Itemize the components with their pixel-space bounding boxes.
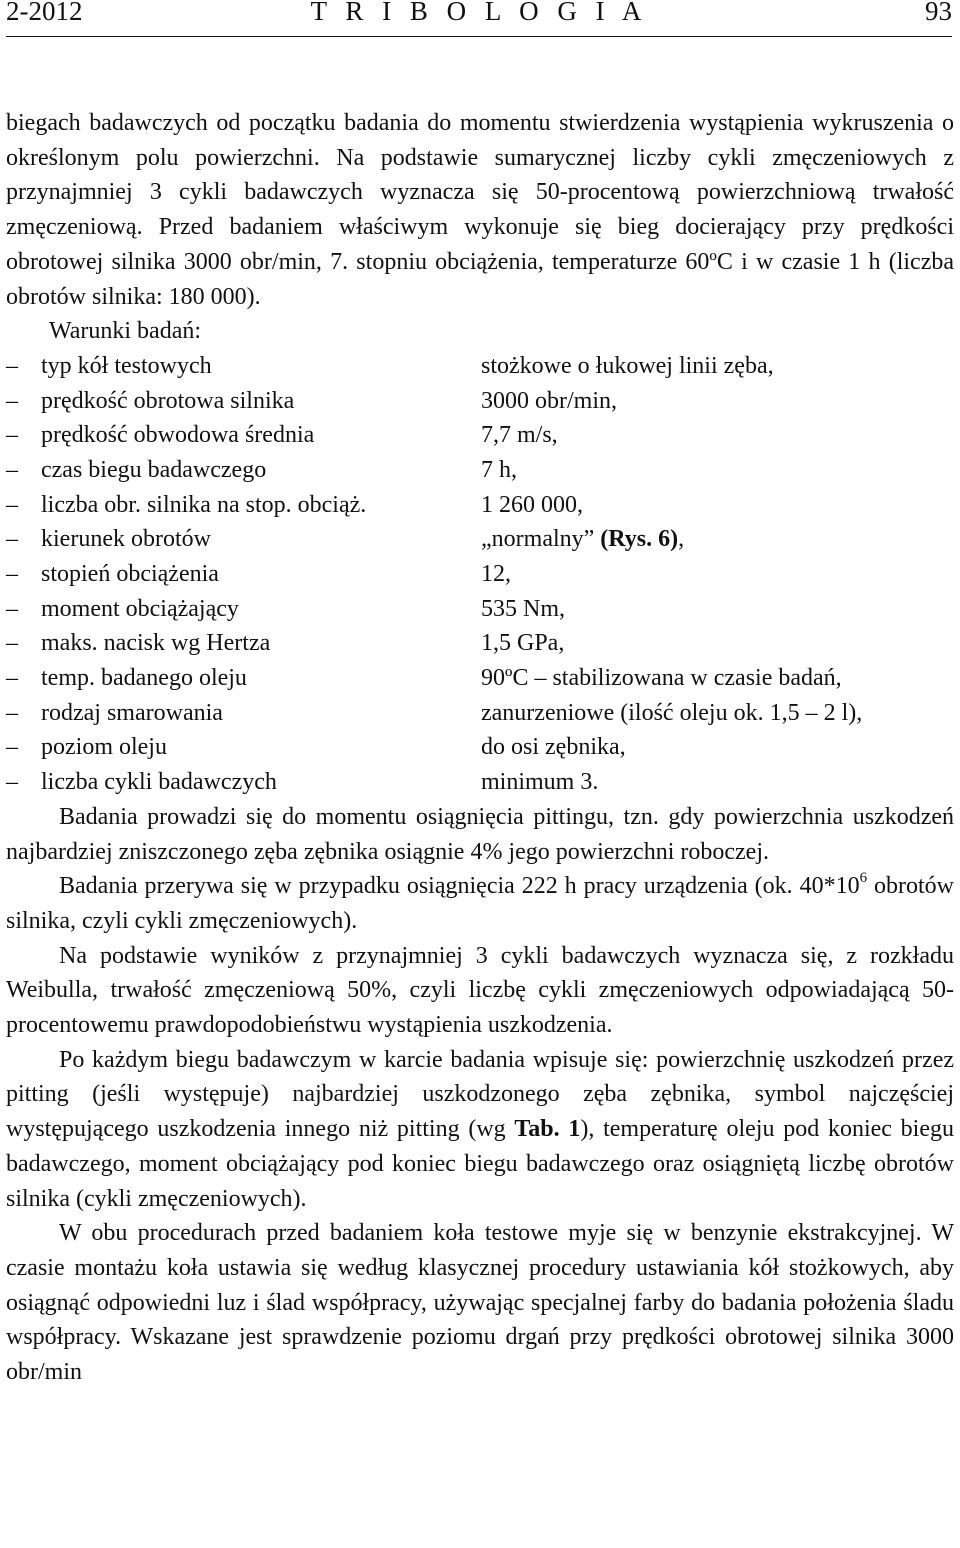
condition-value-text: do osi zębnika, [481,734,626,761]
condition-value [481,696,954,731]
condition-value [481,522,954,557]
condition-row [6,488,954,523]
table-reference: Tab. 1 [514,1116,581,1143]
condition-value-text: minimum 3. [481,769,599,796]
condition-label: stopień obciążenia [41,561,219,588]
condition-dash: – [6,595,18,622]
condition-label: typ kół testowych [41,352,212,379]
figure-reference: (Rys. 6) [600,526,679,553]
condition-dash: – [6,665,18,692]
condition-label: maks. nacisk wg Hertza [41,630,271,657]
condition-value-text: „normalny” [481,526,601,553]
condition-dash: – [6,734,18,761]
condition-value-end: , [678,526,685,553]
condition-row [6,626,954,661]
page-body [6,106,954,1390]
condition-row [6,418,954,453]
condition-value-text: 12, [481,561,511,588]
condition-value-text: 3000 obr/min, [481,387,617,414]
condition-dash: – [6,422,18,449]
condition-dash: – [6,387,18,414]
condition-dash: – [6,526,18,553]
paragraph-pitting: Badania prowadzi się do momentu osiągnięcia pittingu, tzn. gdy powierzchnia uszkodzeń najbardziej zniszczonego zęba zębnika osiągnie 4% jego powierzchni roboczej. [6,803,954,865]
condition-row [6,661,954,696]
condition-row [6,522,954,557]
conditions-list [6,349,954,800]
condition-value [481,626,954,661]
condition-dash: – [6,769,18,796]
condition-dash: – [6,561,18,588]
page-number: 93 [925,0,952,26]
condition-value [481,592,954,627]
condition-dash: – [6,491,18,518]
condition-label: rodzaj smarowania [41,699,223,726]
condition-dash: – [6,699,18,726]
condition-value-text: 1 260 000, [481,491,583,518]
conditions-title: Warunki badań: [49,318,202,345]
condition-label: temp. badanego oleju [41,665,247,692]
condition-label: prędkość obwodowa średnia [41,422,315,449]
condition-value-text: stożkowe o łukowej linii zęba, [481,352,774,379]
condition-dash: – [6,630,18,657]
condition-value-text: zanurzeniowe (ilość oleju ok. 1,5 – 2 l), [481,699,863,726]
condition-value-text: 535 Nm, [481,595,565,622]
exponent: 6 [859,870,868,887]
paragraph-test-card [6,1043,954,1217]
paragraph-interruption [6,869,954,938]
condition-label: czas biegu badawczego [41,456,267,483]
paragraph-intro: biegach badawczych od początku badania do momentu stwierdzenia wystąpienia wykruszenia o określonym polu powierzchni. Na podstawie sumarycznej liczby cykli zmęczeniowych z przynajmniej 3 cykli badawczych wyznacza się 50-procentową powierzchniową trwałość zmęczeniową. Przed badaniem właściwym wykonuje się bieg docierający przy prędkości obrotowej silnika 3000 obr/min, 7. stopniu obciążenia, temperaturze 60ºC i w czasie 1 h (liczba obrotów silnika: 180 000). [6,110,954,310]
condition-label: moment obciążający [41,595,239,622]
issue-number: 2-2012 [6,0,83,26]
paragraph-interruption-text: Badania przerywa się w przypadku osiągnięcia 222 h pracy urządzenia (ok. 40*10 [59,873,860,900]
condition-row [6,453,954,488]
journal-title: T R I B O L O G I A [310,0,648,26]
condition-row [6,730,954,765]
condition-value [481,557,954,592]
paragraph-procedures: W obu procedurach przed badaniem koła testowe myje się w benzynie ekstrakcyjnej. W czasie montażu koła ustawia się według klasycznej procedury ustawiania kół stożkowych, aby osiągnąć odpowiedni luz i ślad współpracy, używając specjalnej farby do badania położenia śladu współpracy. Wskazane jest sprawdzenie poziomu drgań przy prędkości obrotowej silnika 3000 obr/min [6,1220,954,1386]
condition-value [481,453,954,488]
condition-label: poziom oleju [41,734,167,761]
condition-label: prędkość obrotowa silnika [41,387,295,414]
paragraph-weibull: Na podstawie wyników z przynajmniej 3 cykli badawczych wyznacza się, z rozkładu Weibulla, trwałość zmęczeniową 50%, czyli liczbę cykli zmęczeniowych odpowiadającą 50-procentowemu prawdopodobieństwu wystąpienia uszkodzenia. [6,942,954,1039]
paragraph-test-card-end: ), temperaturę oleju pod koniec biegu badawczego, moment obciążający pod koniec biegu badawczego oraz osiągniętą liczbę obrotów silnika (cykli zmęczeniowych). [6,1116,955,1212]
condition-value-text: 1,5 GPa, [481,630,565,657]
condition-value [481,488,954,523]
condition-value [481,765,954,800]
condition-value [481,384,954,419]
condition-row [6,557,954,592]
condition-row [6,696,954,731]
condition-row [6,384,954,419]
condition-value-text: 7 h, [481,456,517,483]
running-header [6,0,952,37]
condition-value [481,418,954,453]
condition-row [6,765,954,800]
condition-label: liczba obr. silnika na stop. obciąż. [41,491,367,518]
condition-value [481,730,954,765]
paragraph-test-card-text: Po każdym biegu badawczym w karcie badania wpisuje się: powierzchnię uszkodzeń przez pitting (jeśli występuje) najbardziej uszkodzonego zęba zębnika, symbol najczęściej występującego uszkodzenia innego niż pitting (wg [6,1046,954,1143]
condition-value [481,661,954,696]
paragraph-interruption-end: obrotów silnika, czyli cykli zmęczeniowych). [6,873,954,934]
condition-dash: – [6,352,18,379]
condition-value-text: 7,7 m/s, [481,422,558,449]
condition-row [6,349,954,384]
condition-row [6,592,954,627]
condition-value [481,349,954,384]
condition-label: kierunek obrotów [41,526,211,553]
condition-label: liczba cykli badawczych [41,769,277,796]
condition-dash: – [6,456,18,483]
condition-value-text: 90ºC – stabilizowana w czasie badań, [481,665,842,692]
